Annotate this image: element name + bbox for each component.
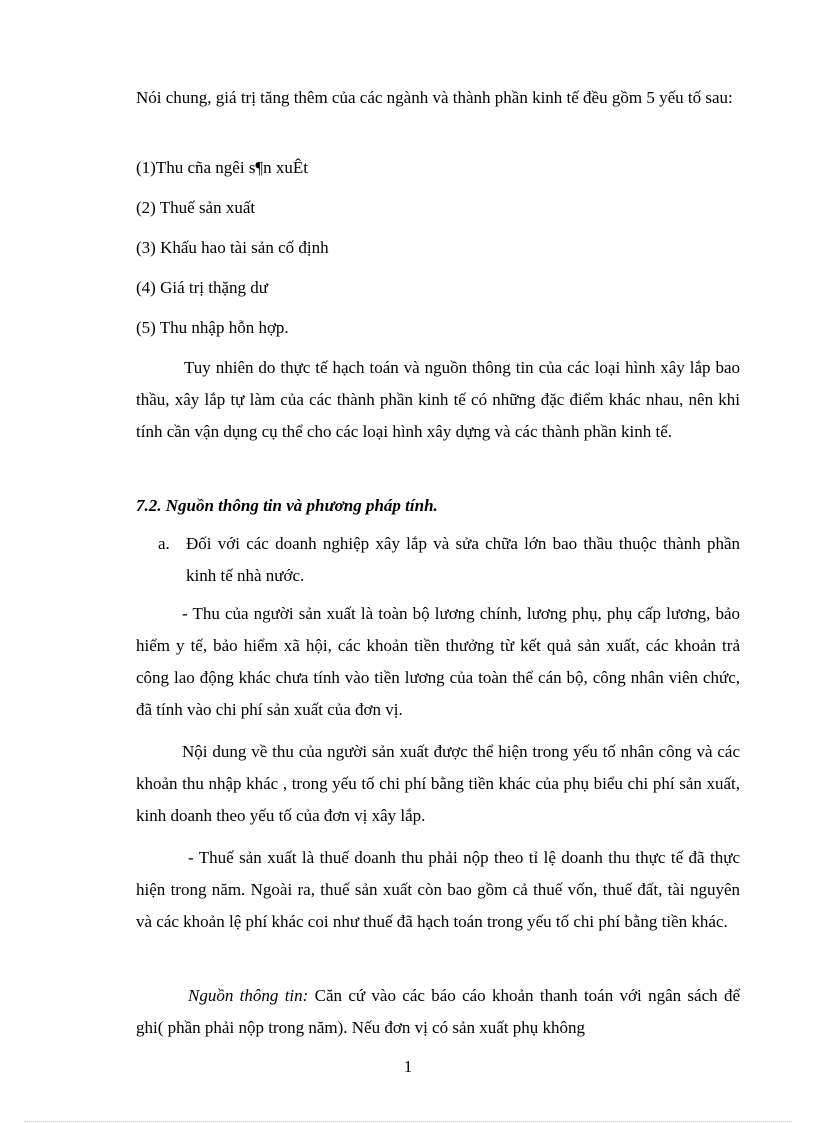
list-item: (3) Khấu hao tài sản cố định (136, 238, 329, 257)
subsection-marker: a. (158, 534, 170, 553)
footer-divider (24, 1121, 792, 1122)
content-paragraph: Nội dung về thu của người sản xuất được thể hiện trong yếu tố nhân công và các khoản thu nhập khác , trong yếu tố chi phí bằng tiền khác của phụ biểu chi phí sản xuất, kinh doanh theo yếu tố của đơn vị xây lắp. (136, 742, 740, 825)
list-item: (1)Thu cña ngêi s¶n xuÊt (136, 158, 308, 177)
page-number: 1 (403, 1057, 413, 1076)
subsection-a-text: Đối với các doanh nghiệp xây lắp và sửa chữa lớn bao thầu thuộc thành phần kinh tế nhà nước. (186, 534, 740, 585)
source-paragraph (136, 980, 740, 1044)
source-text: Căn cứ vào các báo cáo khoản thanh toán với ngân sách để ghi( phần phải nộp trong năm). Nếu đơn vị có sản xuất phụ không (136, 986, 740, 1037)
intro-paragraph: Nói chung, giá trị tăng thêm của các ngành và thành phần kinh tế đều gồm 5 yếu tố sau: (136, 88, 733, 107)
source-label: Nguồn thông tin: (188, 986, 309, 1005)
income-paragraph: - Thu của người sản xuất là toàn bộ lương chính, lương phụ, phụ cấp lương, bảo hiểm y tế, bảo hiểm xã hội, các khoản tiền thưởng từ kết quả sản xuất, các khoản trả công lao động khác chưa tính vào tiền lương của toàn thể cán bộ, công nhân viên chức, đã tính vào chi phí sản xuất của đơn vị. (136, 604, 740, 719)
list-item: (4) Giá trị thặng dư (136, 278, 268, 297)
however-paragraph: Tuy nhiên do thực tế hạch toán và nguồn thông tin của các loại hình xây lắp bao thầu, xây lắp tự làm của các thành phần kinh tế có những đặc điểm khác nhau, nên khi tính cần vận dụng cụ thể cho các loại hình xây dựng và các thành phần kinh tế. (136, 358, 740, 441)
list-item: (2) Thuế sản xuất (136, 198, 256, 217)
list-item: (5) Thu nhập hỗn hợp. (136, 318, 289, 337)
section-heading: 7.2. Nguồn thông tin và phương pháp tính. (136, 496, 438, 515)
tax-paragraph: - Thuế sản xuất là thuế doanh thu phải nộp theo tỉ lệ doanh thu thực tế đã thực hiện trong năm. Ngoài ra, thuế sản xuất còn bao gồm cả thuế vốn, thuế đất, tài nguyên và các khoản lệ phí khác coi như thuế đã hạch toán trong yếu tố chi phí bằng tiền khác. (136, 848, 740, 931)
